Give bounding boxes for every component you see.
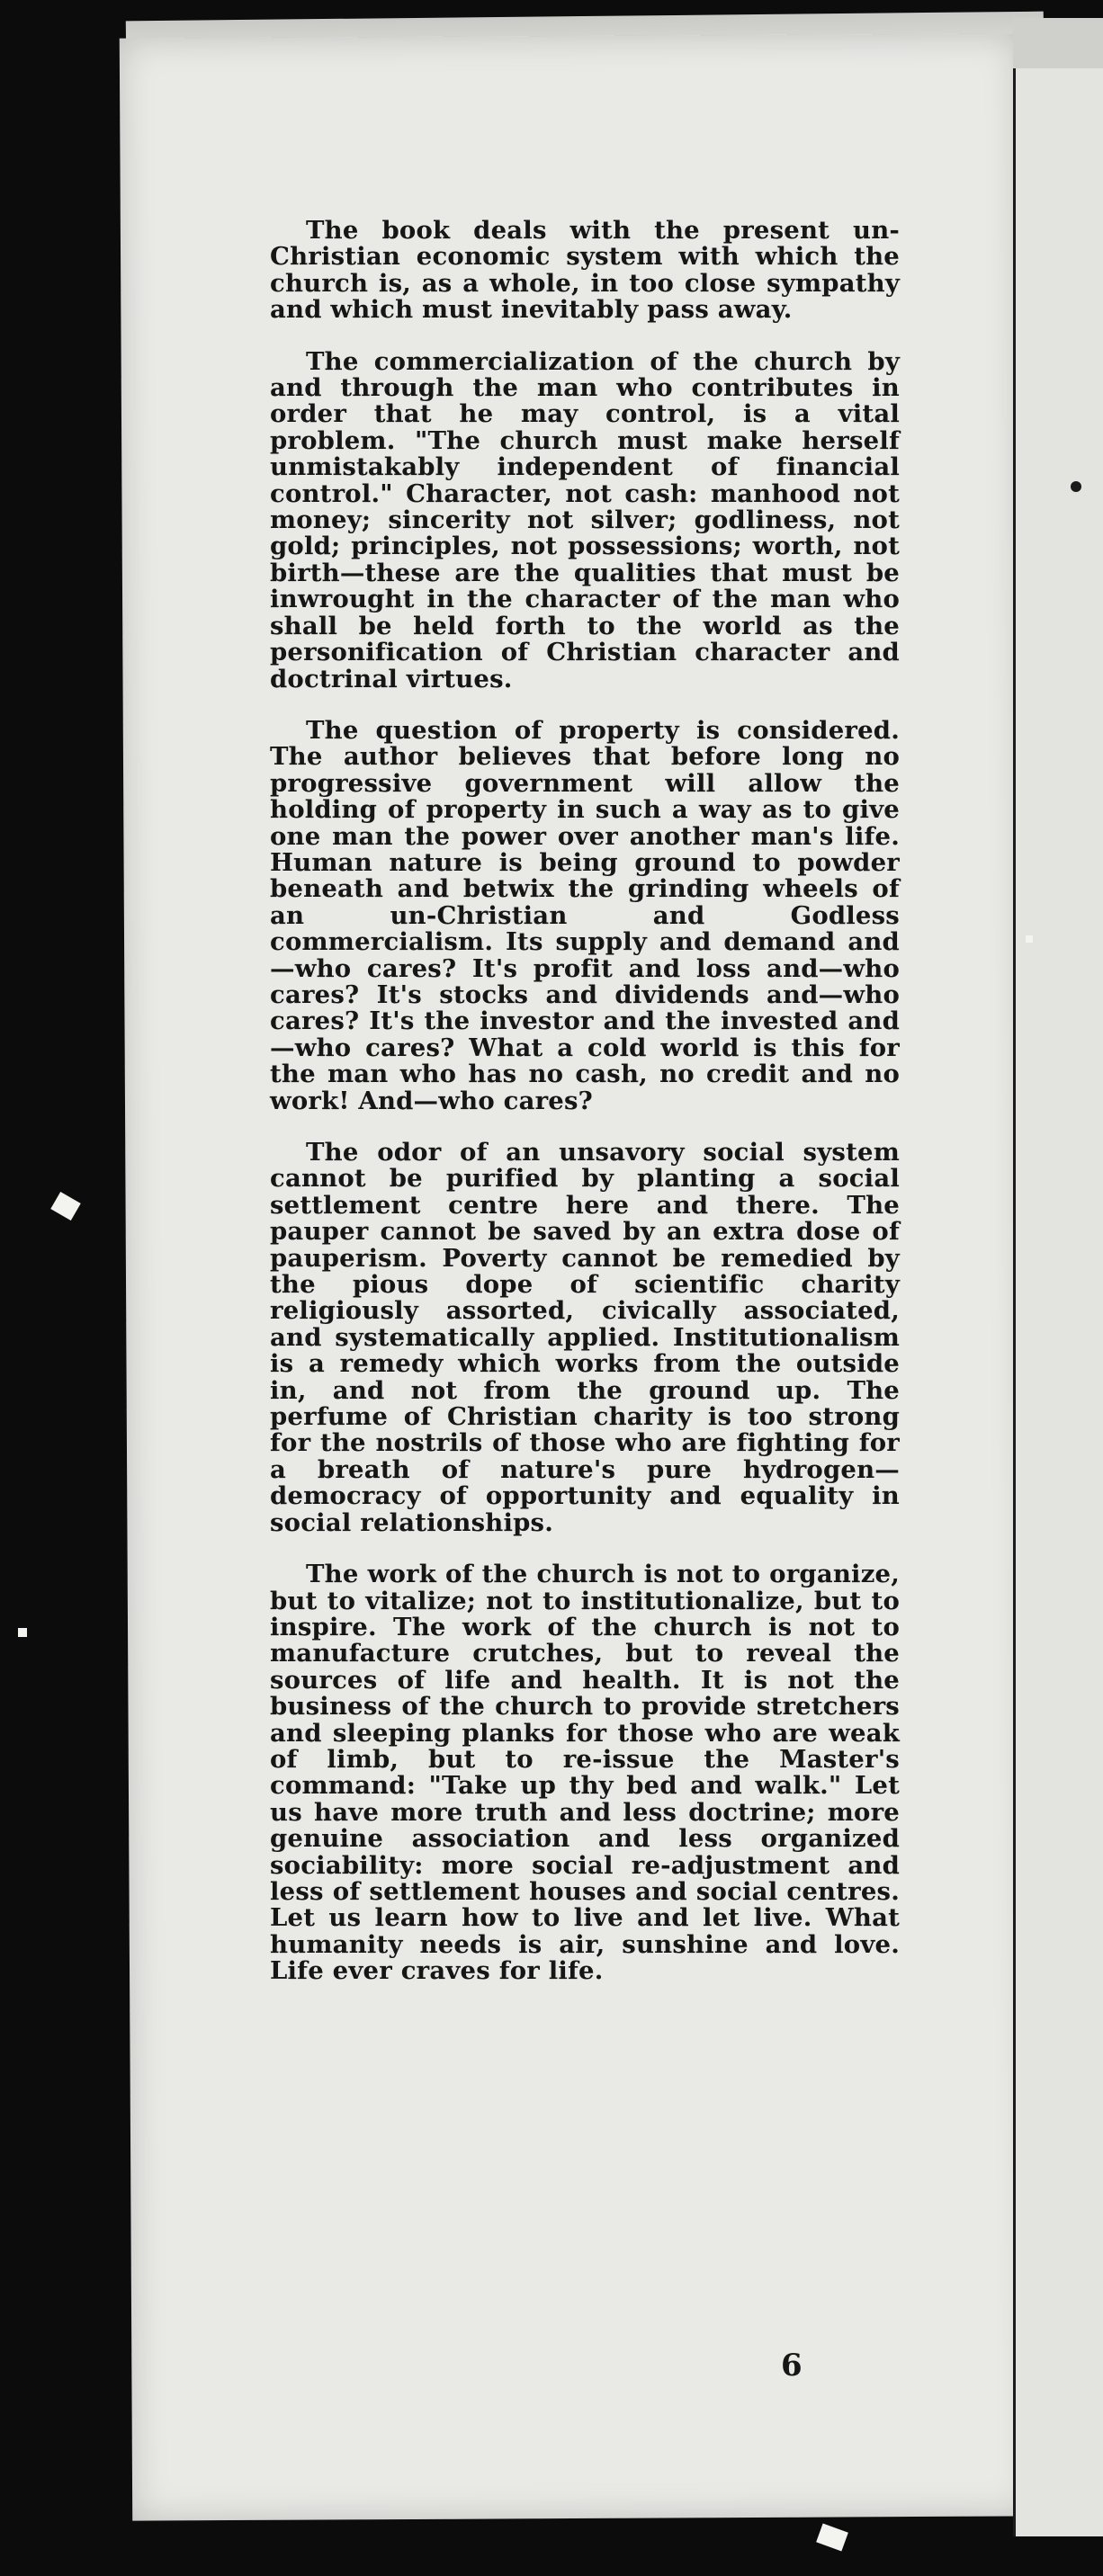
ink-dot: [1071, 481, 1081, 492]
scan-speck: [50, 1192, 81, 1221]
scan-speck: [816, 2524, 848, 2552]
page-number: 6: [781, 2348, 803, 2384]
scan-speck: [18, 1628, 27, 1637]
paragraph-3: The question of property is considered. The author believes that before long no progressive government will allow the holding of property in such a way as to give one man the power over another man's life. Human nature is being ground to powder beneath and betwix the grinding wheels of an un-Christian and Godless commercialism. Its supply and demand and—who cares? It's profit and loss and—who cares? It's stocks and dividends and—who cares? It's the investor and the invested and—who cares? What a cold world is this for the man who has no cash, no credit and no work! And—who cares?: [270, 715, 900, 1115]
scan-speck: [1026, 935, 1033, 943]
paragraph-5: The work of the church is not to organize, but to vitalize; not to institutionalize, but to inspire. The work of the church is not to manufacture crutches, but to reveal the sources of life and health. It is not the business of the church to provide stretchers and sleeping planks for those who are weak of limb, but to re-issue the Master's command: "Take up thy bed and walk." Let us have more truth and less doctrine; more genuine association and less organized sociability: more social re-adjustment and less of settlement houses and social centres. Let us learn how to live and let live. What humanity needs is air, sunshine and love. Life ever craves for life.: [270, 1560, 900, 1986]
paragraph-2: The commercialization of the church by and through the man who contributes in order that he may control, is a vital problem. "The church must make herself unmistakably independent of financial control." Character, not cash: manhood not money; sincerity not silver; godliness, not gold; principles, not possessions; worth, not birth—these are the qualities that must be inwrought in the character of the man who shall be held forth to the world as the personification of Christian character and doctrinal virtues.: [270, 346, 900, 693]
paragraph-1: The book deals with the present un-Christian economic system with which the church is, as a whole, in too close sympathy and which must inevitably pass away.: [270, 216, 900, 325]
adjacent-page-strip: [1013, 18, 1103, 2536]
article-column: [270, 218, 900, 2010]
adjacent-page-top: [1013, 18, 1103, 68]
paragraph-4: The odor of an unsavory social system cannot be purified by planting a social settlement centre here and there. The pauper cannot be saved by an extra dose of pauperism. Poverty cannot be remedied by the pious dope of scientific charity religiously assorted, civically associated, and systematically applied. Institutionalism is a remedy which works from the outside in, and not from the ground up. The perfume of Christian charity is too strong for the nostrils of those who are fighting for a breath of nature's pure hydrogen—democracy of opportunity and equality in social relationships.: [270, 1138, 900, 1537]
